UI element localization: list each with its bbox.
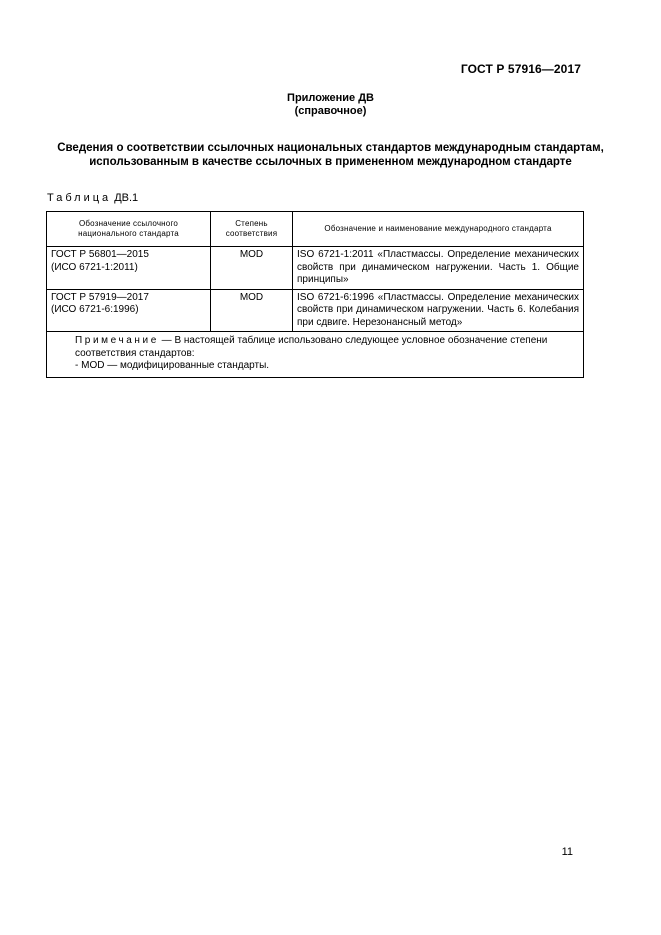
standards-table xyxy=(46,211,584,378)
degree-cell: MOD xyxy=(211,247,293,290)
table-caption-number: ДВ.1 xyxy=(114,192,139,204)
page-number: 11 xyxy=(561,846,573,858)
degree-cell: MOD xyxy=(211,289,293,332)
national-standard-code: ГОСТ Р 57919—2017 xyxy=(51,291,149,303)
section-heading-line-1: Сведения о соответствии ссылочных национальных стандартов международным стандартам, xyxy=(57,142,604,154)
appendix-subtitle: (справочное) xyxy=(294,105,367,117)
table-row xyxy=(47,289,584,332)
column-header-degree: Степень соответствия xyxy=(211,212,293,247)
note-label: Примечание xyxy=(75,335,159,346)
note-paragraph xyxy=(51,335,579,360)
table-caption-label: Таблица xyxy=(47,192,112,204)
international-standard-cell: ISO 6721-1:2011 «Пластмассы. Определение механических свойств при динамическом нагружении. Часть 1. Общие принципы» xyxy=(293,247,584,290)
note-item: - MOD — модифицированные стандарты. xyxy=(75,360,270,371)
column-header-international: Обозначение и наименование международного стандарта xyxy=(293,212,584,247)
table-row xyxy=(47,247,584,290)
national-standard-cell xyxy=(47,247,211,290)
appendix-header xyxy=(0,92,661,118)
column-header-national: Обозначение ссылочного национального стандарта xyxy=(47,212,211,247)
appendix-title: Приложение ДВ xyxy=(287,92,374,104)
table-header-row xyxy=(47,212,584,247)
table-note-row xyxy=(47,332,584,378)
note-text: — В настоящей таблице использовано следующее условное обозначение степени соответствия стандартов: xyxy=(75,335,548,359)
document-code: ГОСТ Р 57916—2017 xyxy=(460,62,581,76)
section-heading xyxy=(40,141,621,169)
international-standard-cell: ISO 6721-6:1996 «Пластмассы. Определение механических свойств при динамическом нагружении. Часть 6. Колебания при сдвиге. Нерезонансный метод» xyxy=(293,289,584,332)
national-standard-code: ГОСТ Р 56801—2015 xyxy=(51,249,149,260)
table-caption xyxy=(47,192,138,204)
national-standard-cell xyxy=(47,289,211,332)
national-standard-iso: (ИСО 6721-6:1996) xyxy=(51,304,139,315)
section-heading-line-2: использованным в качестве ссылочных в примененном международном стандарте xyxy=(89,156,572,168)
table-note xyxy=(47,332,584,378)
national-standard-iso: (ИСО 6721-1:2011) xyxy=(51,261,138,273)
